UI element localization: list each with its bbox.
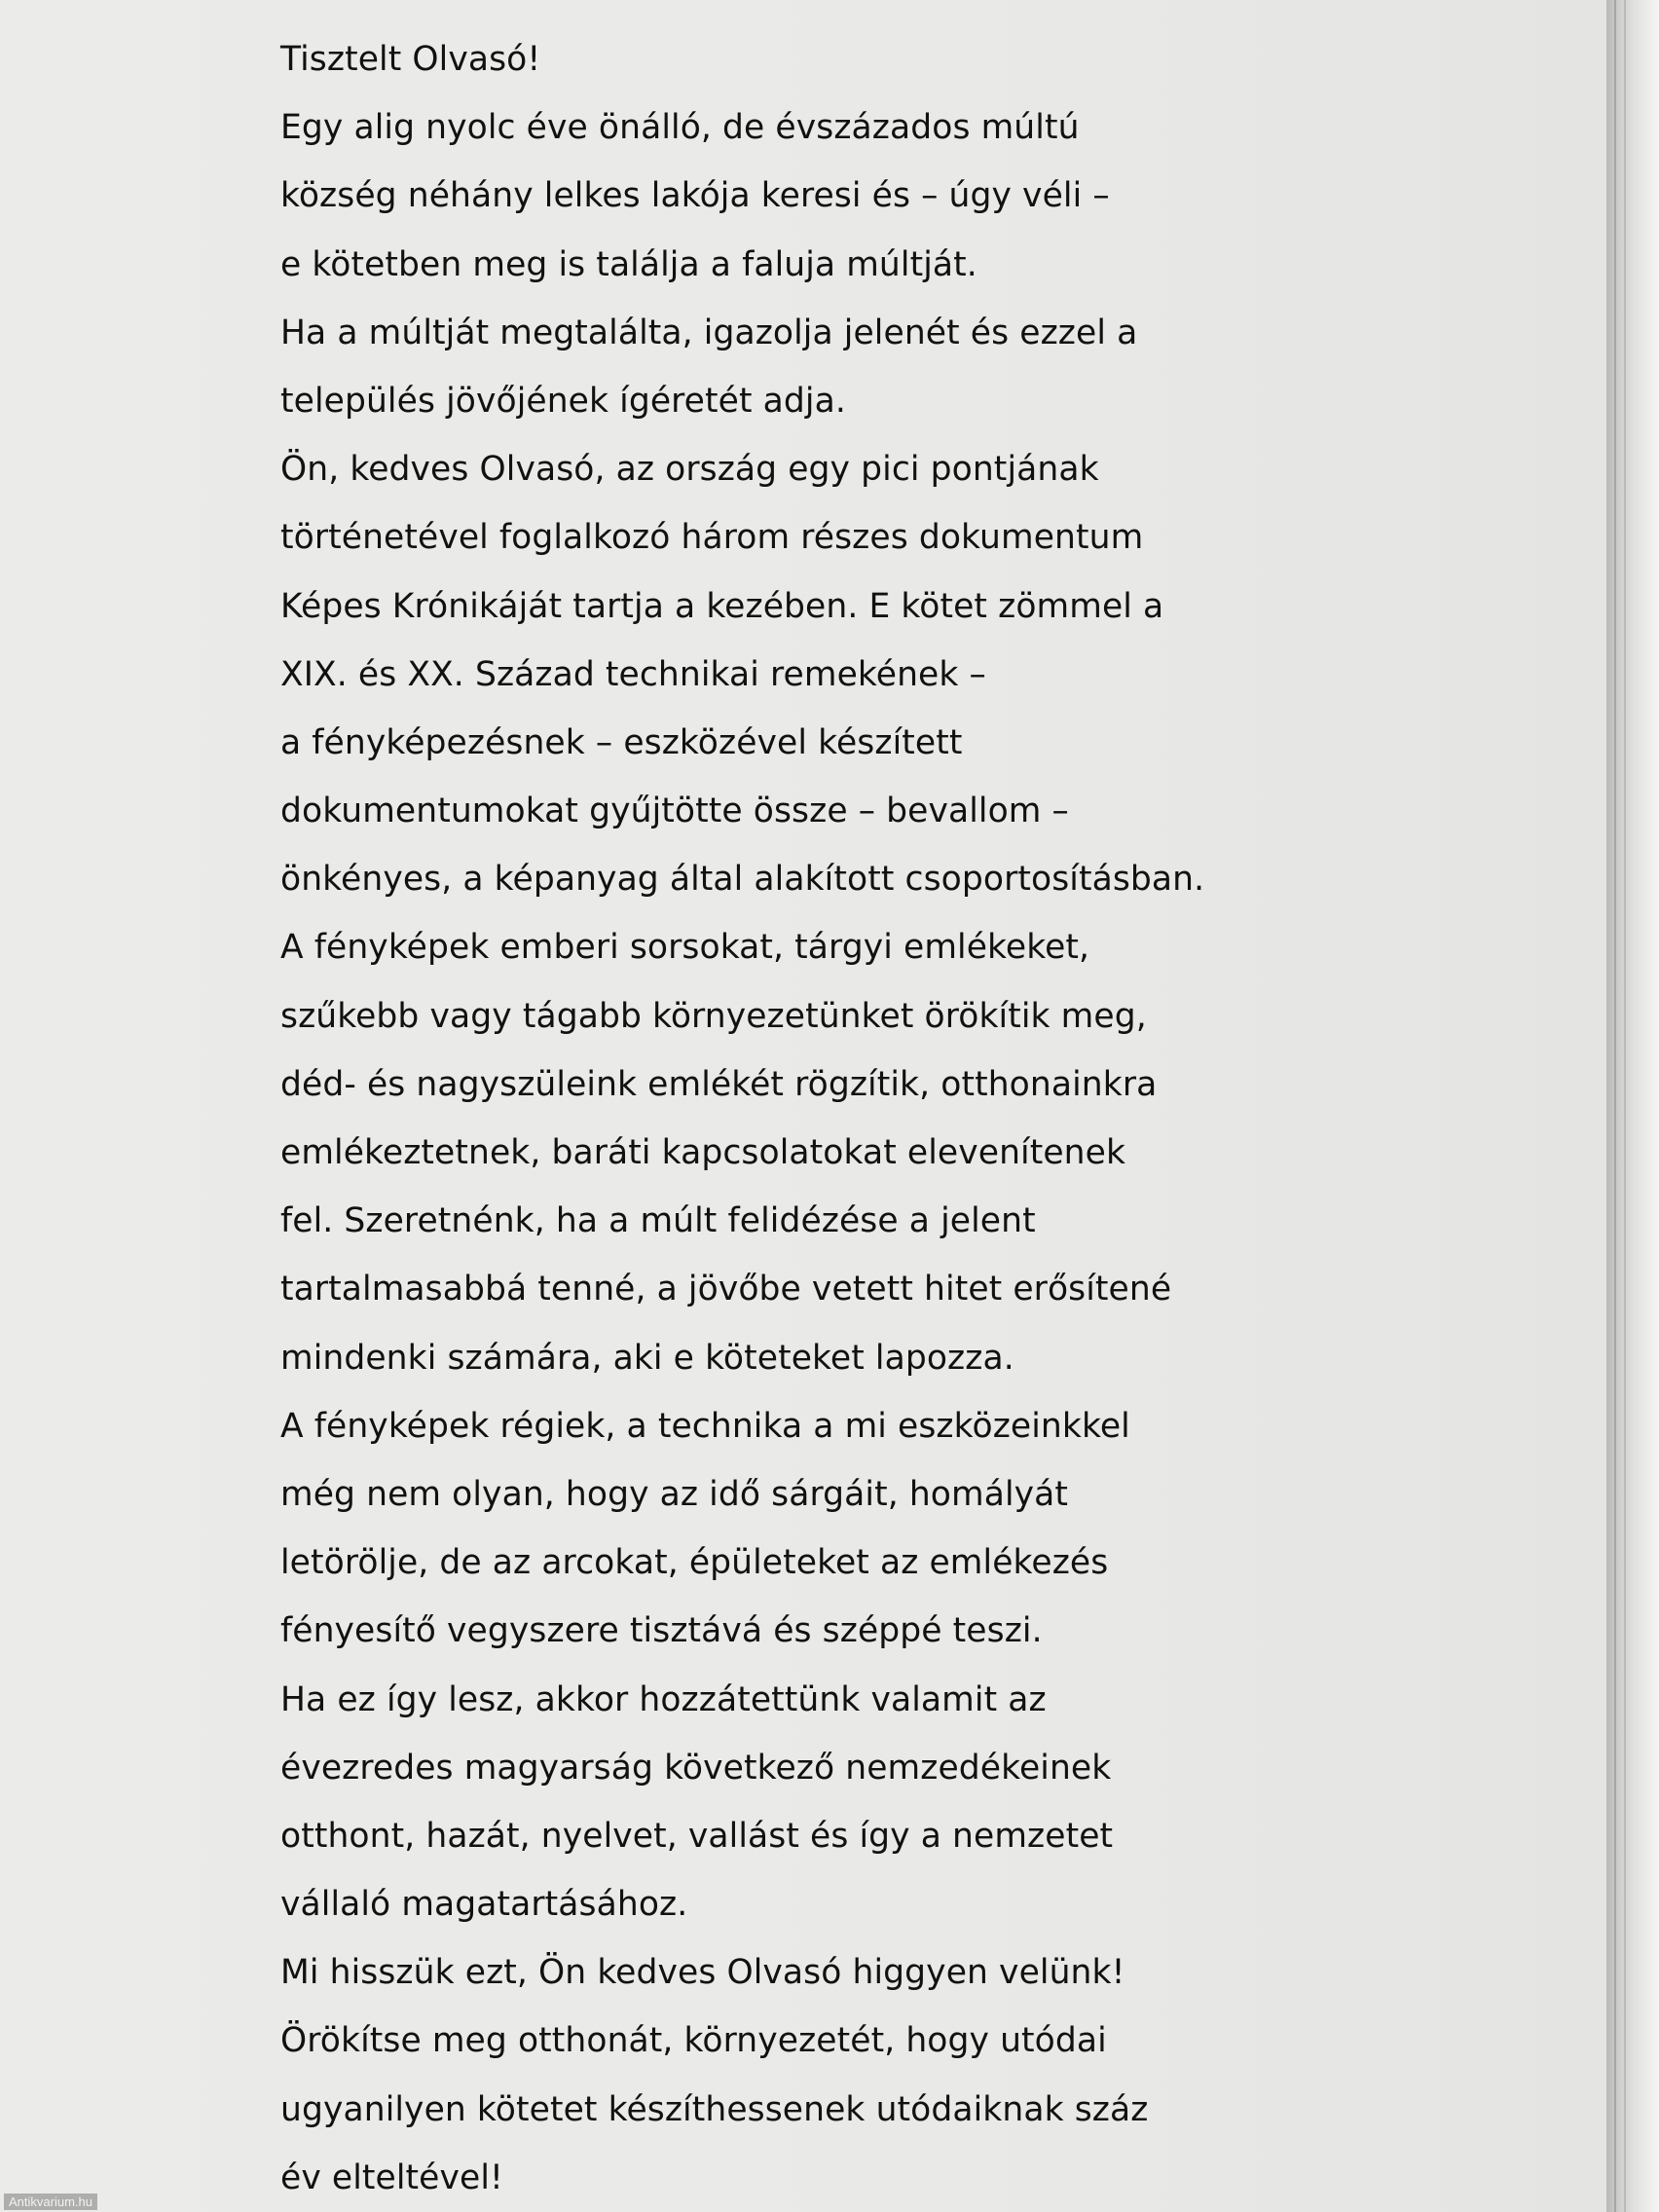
page-edge: [1606, 0, 1659, 2212]
text-line: emlékeztetnek, baráti kapcsolatokat elevenítenek: [280, 1133, 1126, 1172]
text-line: Képes Krónikáját tartja a kezében. E kötet zömmel a: [280, 586, 1164, 626]
text-line: ugyanilyen kötetet készíthessenek utódaiknak száz: [280, 2089, 1149, 2129]
text-line: vállaló magatartásához.: [280, 1885, 688, 1925]
text-line-closing: év elteltével!: [280, 2157, 503, 2197]
text-line: Ha a múltját megtalálta, igazolja jelenét és ezzel a: [280, 313, 1138, 352]
text-line: déd- és nagyszüleink emlékét rögzítik, otthonainkra: [280, 1064, 1158, 1104]
text-line: A fényképek régiek, a technika a mi eszközeinkkel: [280, 1406, 1130, 1446]
text-line: Ön, kedves Olvasó, az ország egy pici pontjának: [280, 450, 1099, 490]
text-line-salutation: Tisztelt Olvasó!: [280, 40, 541, 79]
text-line: szűkebb vagy tágabb környezetünket örökítik meg,: [280, 996, 1147, 1036]
page-edge-line: [1624, 0, 1626, 2212]
text-line: történetével foglalkozó három részes dokumentum: [280, 518, 1144, 558]
text-line: Örökítse meg otthonát, környezetét, hogy utódai: [280, 2021, 1107, 2061]
text-line: A fényképek emberi sorsokat, tárgyi emlékeket,: [280, 928, 1090, 968]
text-line: mindenki számára, aki e köteteket lapozza.: [280, 1338, 1014, 1378]
text-line: Egy alig nyolc éve önálló, de évszázados múltú: [280, 108, 1080, 148]
text-line: önkényes, a képanyag által alakított csoportosításban.: [280, 860, 1205, 900]
text-line: letörölje, de az arcokat, épületeket az emlékezés: [280, 1543, 1109, 1583]
text-line: még nem olyan, hogy az idő sárgáit, homályát: [280, 1474, 1069, 1514]
text-line: otthont, hazát, nyelvet, vallást és így a nemzetet: [280, 1816, 1114, 1856]
text-line: évezredes magyarság következő nemzedékeinek: [280, 1748, 1112, 1788]
text-line: tartalmasabbá tenné, a jövőbe vetett hitet erősítené: [280, 1270, 1172, 1309]
document-text: [280, 25, 1575, 2212]
text-line: Ha ez így lesz, akkor hozzátettünk valamit az: [280, 1679, 1047, 1719]
text-line: a fényképezésnek – eszközével készített: [280, 722, 963, 762]
watermark: Antikvarium.hu: [4, 2194, 97, 2210]
page-edge-line: [1614, 0, 1616, 2212]
text-line: XIX. és XX. Század technikai remekének –: [280, 654, 986, 694]
text-line: község néhány lelkes lakója keresi és – úgy véli –: [280, 176, 1110, 216]
text-line: fel. Szeretnénk, ha a múlt felidézése a jelent: [280, 1201, 1036, 1241]
text-line: fényesítő vegyszere tisztává és széppé teszi.: [280, 1611, 1043, 1651]
text-line: település jövőjének ígéretét adja.: [280, 381, 846, 421]
text-line: e kötetben meg is találja a faluja múltját.: [280, 244, 977, 284]
text-line: dokumentumokat gyűjtötte össze – bevallom –: [280, 792, 1069, 831]
text-line: Mi hisszük ezt, Ön kedves Olvasó higgyen velünk!: [280, 1953, 1125, 1993]
